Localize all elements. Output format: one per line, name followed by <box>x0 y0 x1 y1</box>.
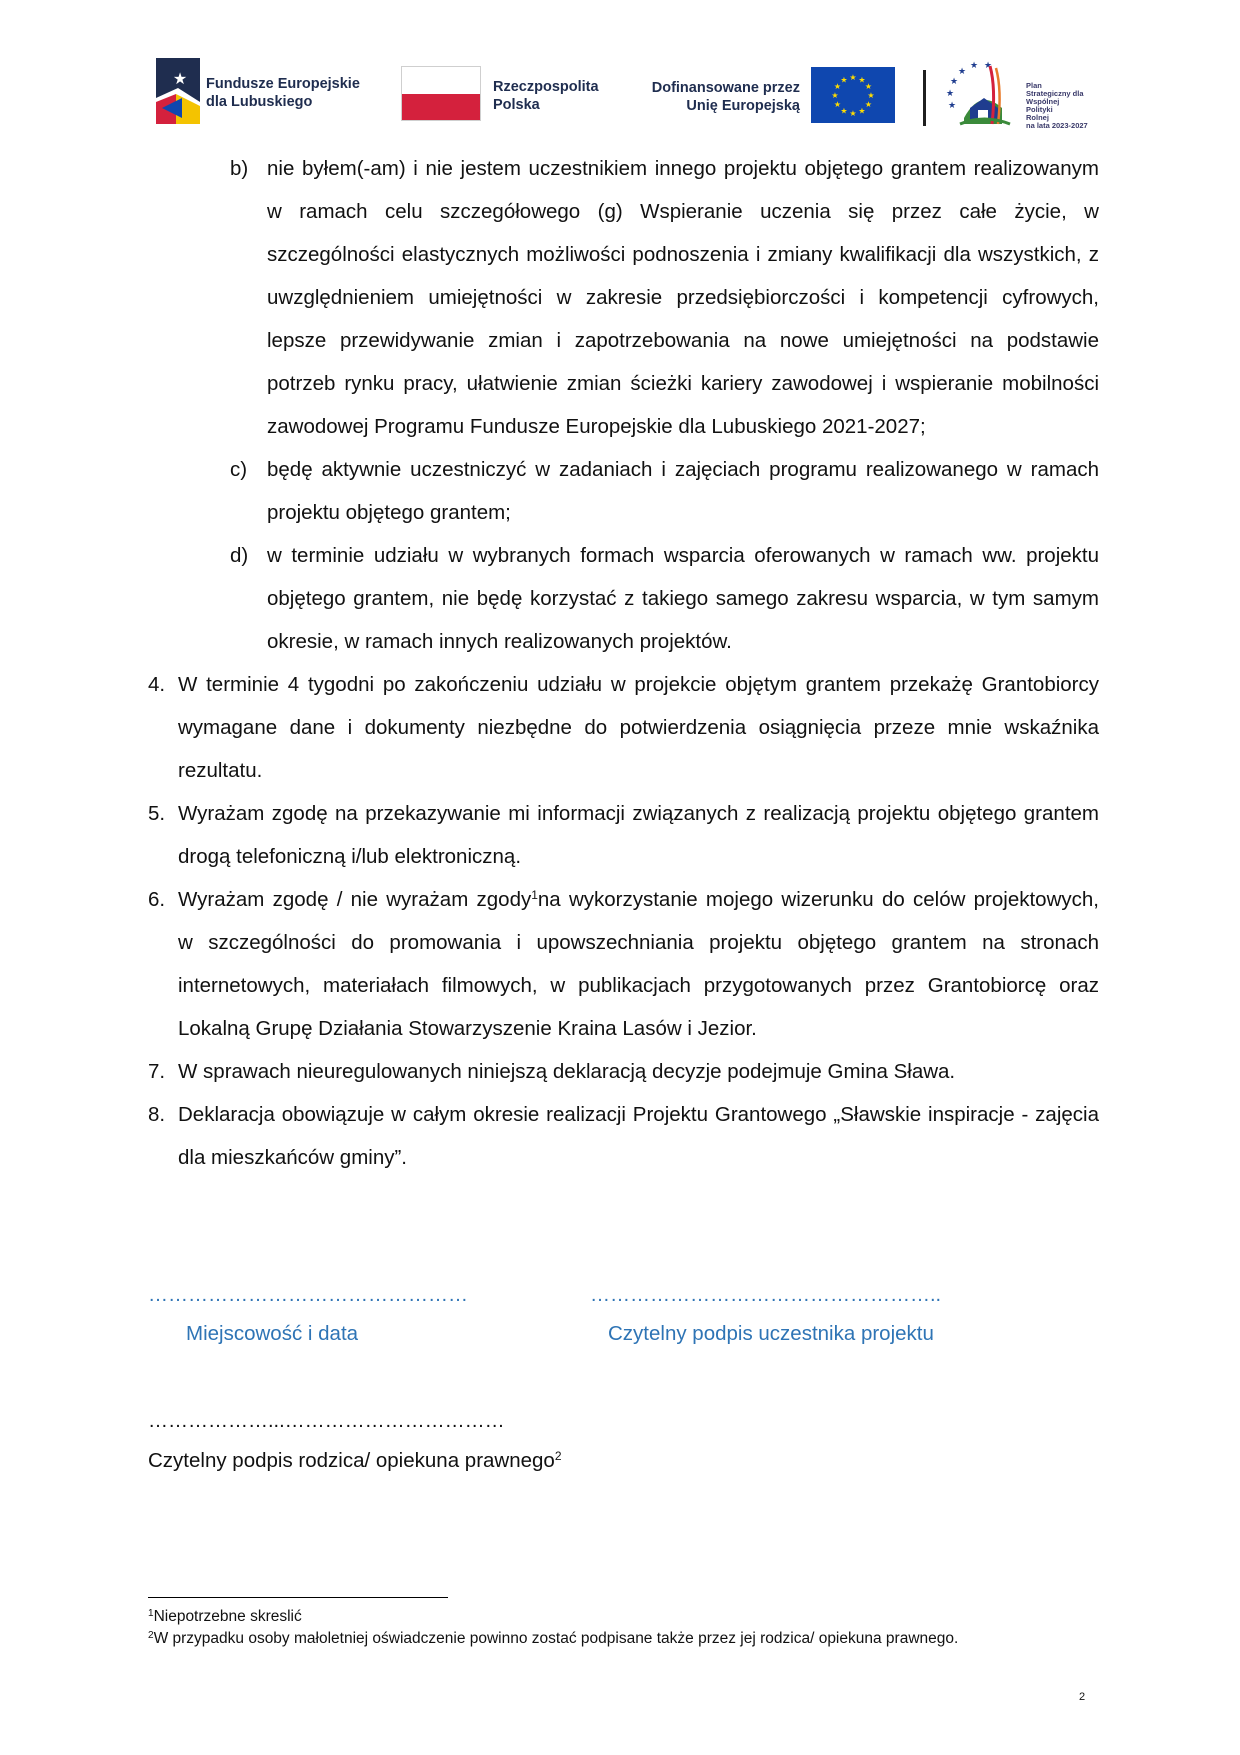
svg-text:★: ★ <box>831 91 839 100</box>
svg-text:★: ★ <box>849 73 857 82</box>
fe-line1: Fundusze Europejskie <box>206 76 360 92</box>
svg-text:★: ★ <box>849 109 857 118</box>
logo-header <box>0 0 1240 140</box>
point-6-line: w szczególności do promowania i upowszechniania projektu objętego grantem na stronach <box>178 931 1099 954</box>
psp-wpr-logo <box>940 58 1020 130</box>
item-c-marker: c) <box>230 458 248 481</box>
item-b-line: w ramach celu szczegółowego (g) Wspieranie uczenia się przez całe życie, w <box>267 200 1099 223</box>
point-5-marker: 5. <box>148 802 166 825</box>
point-4-line: W terminie 4 tygodni po zakończeniu udziału w projekcie objętym grantem przekażę Grantobiorcy <box>178 673 1099 696</box>
eu-line1: Dofinansowane przez <box>651 80 800 96</box>
point-4-line: wymagane dane i dokumenty niezbędne do potwierdzenia osiągnięcia przeze mnie wskaźnika <box>178 716 1099 739</box>
poland-flag <box>401 66 481 121</box>
svg-text:★: ★ <box>983 60 993 70</box>
svg-text:★: ★ <box>833 100 842 109</box>
psp-line4: Polityki <box>1026 105 1053 114</box>
point-4-marker: 4. <box>148 673 166 696</box>
place-date-signature-line: ………………………………………… <box>148 1284 468 1306</box>
svg-text:★: ★ <box>867 91 875 100</box>
participant-signature-line: …………………………………………….. <box>590 1284 942 1306</box>
participant-signature-label: Czytelny podpis uczestnika projektu <box>608 1322 934 1345</box>
psp-logo-text <box>1026 82 1088 130</box>
svg-text:★: ★ <box>949 76 959 86</box>
item-b-marker: b) <box>230 157 249 180</box>
footnote-1 <box>148 1607 302 1627</box>
parent-signature-label <box>148 1449 562 1473</box>
rp-line2: Polska <box>493 97 540 113</box>
footnote-2-text: W przypadku osoby małoletniej oświadczenie powinno zostać podpisane także przez jej rodzica/ opiekuna prawnego. <box>153 1630 959 1647</box>
eu-flag <box>811 67 895 123</box>
svg-text:★: ★ <box>833 82 842 91</box>
parent-signature-line: ………………...…………………………… <box>148 1410 505 1432</box>
svg-text:★: ★ <box>858 106 866 116</box>
fundusze-europejskie-logo <box>156 58 200 124</box>
item-d-line: objętego grantem, nie będę korzystać z takiego samego zakresu wsparcia, w tym samym <box>267 587 1099 610</box>
svg-text:★: ★ <box>840 75 848 85</box>
item-b-line: potrzeb rynku pracy, ułatwienie zmian ścieżki kariery zawodowej i wspieranie mobilności <box>267 372 1099 395</box>
svg-text:★: ★ <box>172 71 188 88</box>
point-7-marker: 7. <box>148 1060 166 1083</box>
page-number: 2 <box>1079 1691 1086 1703</box>
point-6-marker: 6. <box>148 888 166 911</box>
footnote-1-text: Niepotrzebne skreslić <box>153 1608 302 1625</box>
point-6-consent-rest: na wykorzystanie mojego wizerunku do celów projektowych, <box>537 888 1099 911</box>
svg-text:★: ★ <box>957 66 967 76</box>
point-8-line: Deklaracja obowiązuje w całym okresie realizacji Projektu Grantowego „Sławskie inspiracje - zajęcia <box>178 1103 1099 1126</box>
point-6-line: Lokalną Grupę Działania Stowarzyszenie Kraina Lasów i Jezior. <box>178 1017 757 1040</box>
footnote-ref-1: 1 <box>531 888 538 902</box>
footnote-2 <box>148 1629 958 1649</box>
point-5-line: drogą telefoniczną i/lub elektroniczną. <box>178 845 522 868</box>
fe-logo-text <box>206 75 360 111</box>
svg-text:★: ★ <box>864 100 873 109</box>
rp-logo-text <box>493 78 599 114</box>
footnote-2-number: 2 <box>148 1630 154 1641</box>
point-5-line: Wyrażam zgodę na przekazywanie mi informacji związanych z realizacją projektu objętego grantem <box>178 802 1099 825</box>
point-6-line <box>178 887 1099 913</box>
rp-line1: Rzeczpospolita <box>493 79 599 95</box>
item-c-line: projektu objętego grantem; <box>267 501 511 524</box>
svg-text:★: ★ <box>840 106 848 116</box>
point-8-marker: 8. <box>148 1103 166 1126</box>
psp-line1: Plan <box>1026 81 1042 90</box>
eu-line2: Unię Europejską <box>686 98 800 114</box>
item-b-line: uwzględnieniem umiejętności w zakresie przedsiębiorczości i kompetencji cyfrowych, <box>267 286 1099 309</box>
item-c-line: będę aktywnie uczestniczyć w zadaniach i zajęciach programu realizowanego w ramach <box>267 458 1099 481</box>
psp-line2: Strategiczny dla <box>1026 89 1084 98</box>
psp-line6: na lata 2023-2027 <box>1026 121 1088 130</box>
psp-line5: Rolnej <box>1026 113 1049 122</box>
svg-text:★: ★ <box>945 88 955 98</box>
item-d-marker: d) <box>230 544 249 567</box>
svg-text:★: ★ <box>864 82 873 91</box>
item-b-line: lepsze przewidywanie zmian i zapotrzebowania na nowe umiejętności na podstawie <box>267 329 1099 352</box>
point-4-line: rezultatu. <box>178 759 263 782</box>
svg-text:★: ★ <box>858 75 866 85</box>
point-7-line: W sprawach nieuregulowanych niniejszą deklaracją decyzje podejmuje Gmina Sława. <box>178 1060 956 1083</box>
fe-line2: dla Lubuskiego <box>206 94 313 110</box>
parent-signature-label-text: Czytelny podpis rodzica/ opiekuna prawnego <box>148 1449 555 1472</box>
item-d-line: w terminie udziału w wybranych formach wsparcia oferowanych w ramach ww. projektu <box>267 544 1099 567</box>
point-6-consent-text: Wyrażam zgodę / nie wyrażam zgody <box>178 888 532 911</box>
footnote-1-number: 1 <box>148 1608 154 1619</box>
item-b-line: zawodowej Programu Fundusze Europejskie dla Lubuskiego 2021-2027; <box>267 415 926 438</box>
footnote-ref-2: 2 <box>554 1449 562 1463</box>
svg-text:★: ★ <box>969 60 979 70</box>
header-divider <box>923 70 926 126</box>
footnote-separator <box>148 1597 448 1598</box>
svg-text:★: ★ <box>947 100 957 110</box>
item-b-line: szczególności elastycznych możliwości podnoszenia i zmiany kwalifikacji dla wszystkich, z <box>267 243 1099 266</box>
point-8-line: dla mieszkańców gminy”. <box>178 1146 407 1169</box>
item-b-line: nie byłem(-am) i nie jestem uczestnikiem innego projektu objętego grantem realizowanym <box>267 157 1099 180</box>
point-6-line: internetowych, materiałach filmowych, w publikacjach przygotowanych przez Grantobiorcę oraz <box>178 974 1099 997</box>
place-date-label: Miejscowość i data <box>186 1322 359 1345</box>
eu-logo-text <box>630 79 800 115</box>
psp-line3: Wspólnej <box>1026 97 1060 106</box>
item-d-line: okresie, w ramach innych realizowanych projektów. <box>267 630 732 653</box>
